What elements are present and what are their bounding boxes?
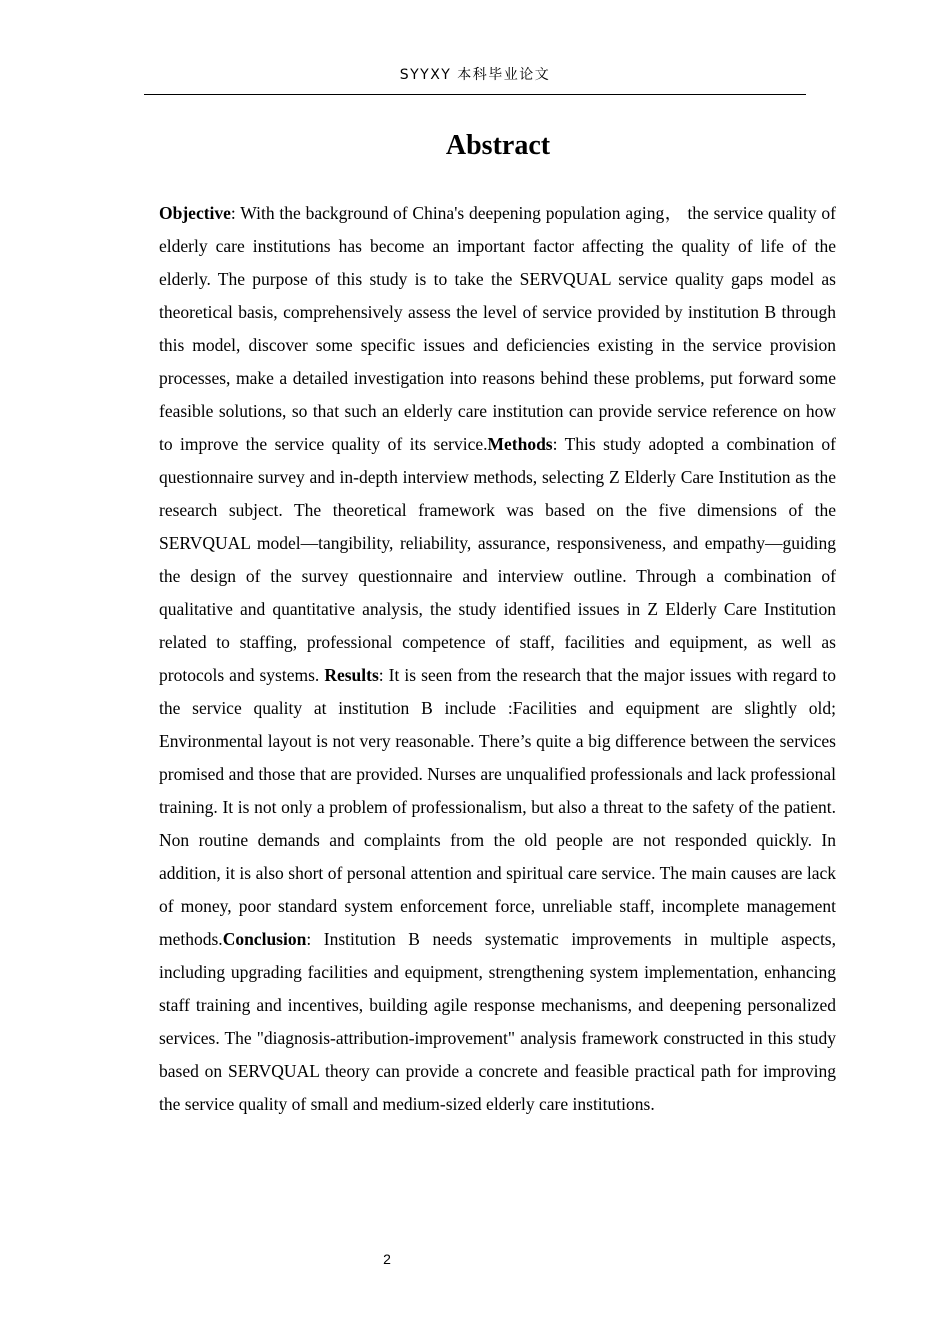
conclusion-text: : Institution B needs systematic improvements in multiple aspects, including upgrading facilities and equipment, strengthening system implementation, enhancing staff training and incentives, building agile response mechanisms, and deepening personalized services. The "diagnosis-attribution-improvement" analysis framework constructed in this study based on SERVQUAL theory can provide a concrete and feasible practical path for improving the service quality of small and medium-sized elderly care institutions.: [159, 929, 836, 1114]
page-title: Abstract: [445, 130, 551, 161]
abstract-paragraph: [159, 197, 836, 1121]
results-text: : It is seen from the research that the major issues with regard to the service quality at institution B include :Facilities and equipment are slightly old; Environmental layout is not very reasonable. There’s quite a big difference between the services promised and those that are provided. Nurses are unqualified professionals and lack professional training. It is not only a problem of professionalism, but also a threat to the safety of the patient. Non routine demands and complaints from the old people are not responded quickly. In addition, it is also short of personal attention and spiritual care service. The main causes are lack of money, poor standard system enforcement force, unreliable staff, incomplete management methods.: [159, 665, 836, 949]
page-number: 2: [383, 1251, 391, 1267]
objective-label: Objective: [159, 203, 231, 223]
objective-text: : With the background of China's deepening population aging， the service quality of elderly care institutions has become an important factor affecting the quality of life of the elderly. The purpose of this study is to take the SERVQUAL service quality gaps model as theoretical basis, comprehensively assess the level of service provided by institution B through this model, discover some specific issues and deficiencies existing in the service provision processes, make a detailed investigation into reasons behind these problems, put forward some feasible solutions, so that such an elderly care institution can provide service reference on how to improve the service quality of its service.: [159, 203, 836, 454]
results-label: Results: [324, 665, 379, 685]
conclusion-label: Conclusion: [222, 929, 307, 949]
running-header: SYYXY 本科毕业论文: [399, 67, 551, 83]
methods-text: : This study adopted a combination of questionnaire survey and in-depth interview methods, selecting Z Elderly Care Institution as the research subject. The theoretical framework was based on the five dimensions of the SERVQUAL model—tangibility, reliability, assurance, responsiveness, and empathy—guiding the design of the survey questionnaire and interview outline. Through a combination of qualitative and quantitative analysis, the study identified issues in Z Elderly Care Institution related to staffing, professional competence of staff, facilities and equipment, as well as protocols and systems.: [159, 434, 836, 685]
methods-label: Methods: [487, 434, 553, 454]
header-divider: [144, 94, 806, 95]
